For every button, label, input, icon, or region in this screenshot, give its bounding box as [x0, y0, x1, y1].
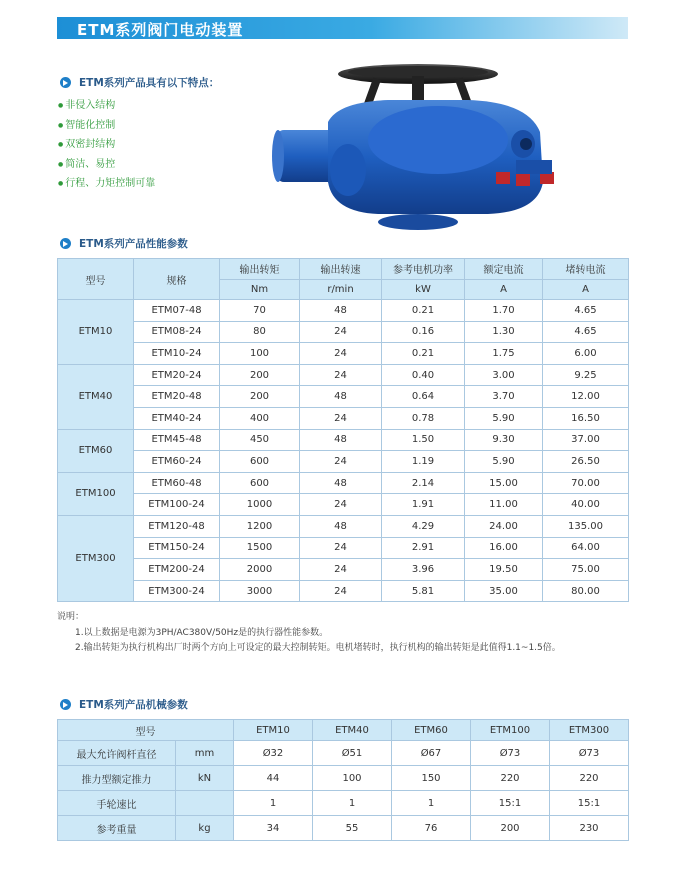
- unit-power: kW: [382, 279, 465, 300]
- value-cell: 12.00: [543, 386, 629, 408]
- value-cell: 48: [300, 300, 382, 322]
- row-label: 手轮速比: [58, 791, 176, 816]
- table-row: [58, 766, 629, 791]
- model-cell: ETM10: [58, 300, 134, 365]
- notes: [57, 610, 561, 657]
- value-cell: 4.29: [382, 515, 465, 537]
- mechanical-table: [57, 719, 629, 841]
- mechanical-heading: [60, 697, 188, 712]
- value-cell: 16.50: [543, 407, 629, 429]
- model-cell: ETM40: [58, 364, 134, 429]
- title-banner: [57, 17, 628, 39]
- col-header-model: 型号: [58, 259, 134, 300]
- value-cell: 400: [220, 407, 300, 429]
- value-cell: 24: [300, 321, 382, 343]
- unit-speed: r/min: [300, 279, 382, 300]
- features-list: [58, 96, 155, 194]
- electric-actuator-image: [268, 62, 588, 234]
- value-cell: 80: [220, 321, 300, 343]
- value-cell: 48: [300, 472, 382, 494]
- value-cell: Ø67: [392, 741, 471, 766]
- value-cell: 0.64: [382, 386, 465, 408]
- value-cell: 48: [300, 386, 382, 408]
- value-cell: 24: [300, 407, 382, 429]
- value-cell: 3000: [220, 580, 300, 602]
- table-row: [58, 537, 629, 559]
- table-header-row: [58, 259, 629, 280]
- value-cell: 1000: [220, 494, 300, 516]
- value-cell: 135.00: [543, 515, 629, 537]
- value-cell: 1.30: [465, 321, 543, 343]
- value-cell: 0.16: [382, 321, 465, 343]
- table-row: [58, 494, 629, 516]
- spec-cell: ETM60-48: [134, 472, 220, 494]
- spec-cell: ETM07-48: [134, 300, 220, 322]
- value-cell: 220: [550, 766, 629, 791]
- col-header-spec: 规格: [134, 259, 220, 300]
- spec-cell: ETM150-24: [134, 537, 220, 559]
- mechanical-title: ETM系列产品机械参数: [79, 699, 188, 711]
- value-cell: 0.21: [382, 343, 465, 365]
- unit-current: A: [465, 279, 543, 300]
- model-cell: ETM300: [58, 515, 134, 601]
- col-header-etm60: ETM60: [392, 720, 471, 741]
- value-cell: 24: [300, 537, 382, 559]
- unit-cell: kN: [176, 766, 234, 791]
- value-cell: 40.00: [543, 494, 629, 516]
- value-cell: Ø32: [234, 741, 313, 766]
- value-cell: 100: [313, 766, 392, 791]
- value-cell: 2.14: [382, 472, 465, 494]
- table-row: [58, 321, 629, 343]
- value-cell: 76: [392, 816, 471, 841]
- value-cell: 6.00: [543, 343, 629, 365]
- value-cell: 1200: [220, 515, 300, 537]
- value-cell: 34: [234, 816, 313, 841]
- unit-torque: Nm: [220, 279, 300, 300]
- value-cell: 24: [300, 451, 382, 473]
- value-cell: 55: [313, 816, 392, 841]
- value-cell: 1: [313, 791, 392, 816]
- value-cell: 3.96: [382, 559, 465, 581]
- performance-heading: [60, 236, 188, 251]
- feature-item: ● 智能化控制: [58, 116, 155, 136]
- value-cell: 4.65: [543, 300, 629, 322]
- table-row: [58, 791, 629, 816]
- features-heading: [60, 75, 219, 90]
- value-cell: 450: [220, 429, 300, 451]
- value-cell: 24: [300, 494, 382, 516]
- value-cell: 19.50: [465, 559, 543, 581]
- value-cell: 26.50: [543, 451, 629, 473]
- value-cell: 11.00: [465, 494, 543, 516]
- value-cell: 200: [220, 386, 300, 408]
- value-cell: 24.00: [465, 515, 543, 537]
- bullet-arrow-icon: [60, 238, 71, 249]
- features-title: ETM系列产品具有以下特点：: [79, 77, 220, 89]
- feature-item: ● 非侵入结构: [58, 96, 155, 116]
- col-header-etm300: ETM300: [550, 720, 629, 741]
- spec-cell: ETM08-24: [134, 321, 220, 343]
- table-row: [58, 515, 629, 537]
- note-item: 1.以上数据是电源为3PH/AC380V/50Hz是的执行器性能参数。: [75, 627, 329, 638]
- table-header-row: [58, 720, 629, 741]
- value-cell: 0.40: [382, 364, 465, 386]
- value-cell: 15:1: [550, 791, 629, 816]
- spec-cell: ETM20-24: [134, 364, 220, 386]
- value-cell: 1.50: [382, 429, 465, 451]
- value-cell: Ø73: [471, 741, 550, 766]
- value-cell: 75.00: [543, 559, 629, 581]
- table-row: [58, 429, 629, 451]
- value-cell: 230: [550, 816, 629, 841]
- value-cell: 48: [300, 515, 382, 537]
- value-cell: 1: [234, 791, 313, 816]
- value-cell: 15.00: [465, 472, 543, 494]
- col-header-stall: 堵转电流: [543, 259, 629, 280]
- col-header-etm100: ETM100: [471, 720, 550, 741]
- value-cell: 1.70: [465, 300, 543, 322]
- value-cell: 200: [220, 364, 300, 386]
- value-cell: 150: [392, 766, 471, 791]
- table-row: [58, 816, 629, 841]
- performance-title: ETM系列产品性能参数: [79, 238, 188, 250]
- col-header-torque: 输出转矩: [220, 259, 300, 280]
- table-row: [58, 559, 629, 581]
- value-cell: 48: [300, 429, 382, 451]
- col-header-power: 参考电机功率: [382, 259, 465, 280]
- spec-cell: ETM10-24: [134, 343, 220, 365]
- table-row: [58, 386, 629, 408]
- col-header-speed: 输出转速: [300, 259, 382, 280]
- spec-cell: ETM120-48: [134, 515, 220, 537]
- notes-label: 说明：: [57, 612, 85, 622]
- spec-cell: ETM200-24: [134, 559, 220, 581]
- value-cell: 9.30: [465, 429, 543, 451]
- col-header-etm10: ETM10: [234, 720, 313, 741]
- value-cell: 64.00: [543, 537, 629, 559]
- value-cell: 600: [220, 472, 300, 494]
- value-cell: 600: [220, 451, 300, 473]
- value-cell: 3.70: [465, 386, 543, 408]
- value-cell: 0.21: [382, 300, 465, 322]
- value-cell: 2000: [220, 559, 300, 581]
- table-row: [58, 580, 629, 602]
- value-cell: 44: [234, 766, 313, 791]
- value-cell: 200: [471, 816, 550, 841]
- value-cell: 24: [300, 580, 382, 602]
- spec-cell: ETM20-48: [134, 386, 220, 408]
- value-cell: 35.00: [465, 580, 543, 602]
- spec-cell: ETM40-24: [134, 407, 220, 429]
- value-cell: 1.75: [465, 343, 543, 365]
- value-cell: 15:1: [471, 791, 550, 816]
- value-cell: 70: [220, 300, 300, 322]
- value-cell: 16.00: [465, 537, 543, 559]
- row-label: 推力型额定推力: [58, 766, 176, 791]
- value-cell: 5.90: [465, 407, 543, 429]
- table-row: [58, 741, 629, 766]
- value-cell: 4.65: [543, 321, 629, 343]
- table-row: [58, 343, 629, 365]
- row-label: 参考重量: [58, 816, 176, 841]
- row-label: 最大允许阀杆直径: [58, 741, 176, 766]
- model-cell: ETM60: [58, 429, 134, 472]
- value-cell: 5.81: [382, 580, 465, 602]
- value-cell: Ø73: [550, 741, 629, 766]
- value-cell: 0.78: [382, 407, 465, 429]
- table-row: [58, 472, 629, 494]
- table-row: [58, 364, 629, 386]
- value-cell: Ø51: [313, 741, 392, 766]
- unit-cell: mm: [176, 741, 234, 766]
- value-cell: 2.91: [382, 537, 465, 559]
- value-cell: 24: [300, 343, 382, 365]
- value-cell: 9.25: [543, 364, 629, 386]
- unit-cell: [176, 791, 234, 816]
- value-cell: 1: [392, 791, 471, 816]
- value-cell: 5.90: [465, 451, 543, 473]
- spec-cell: ETM300-24: [134, 580, 220, 602]
- spec-cell: ETM100-24: [134, 494, 220, 516]
- value-cell: 37.00: [543, 429, 629, 451]
- bullet-arrow-icon: [60, 77, 71, 88]
- table-row: [58, 407, 629, 429]
- feature-item: ● 双密封结构: [58, 135, 155, 155]
- value-cell: 100: [220, 343, 300, 365]
- value-cell: 3.00: [465, 364, 543, 386]
- value-cell: 70.00: [543, 472, 629, 494]
- table-row: [58, 451, 629, 473]
- value-cell: 1500: [220, 537, 300, 559]
- value-cell: 24: [300, 559, 382, 581]
- col-header-etm40: ETM40: [313, 720, 392, 741]
- table-row: [58, 300, 629, 322]
- value-cell: 1.19: [382, 451, 465, 473]
- note-item: 2.输出转矩为执行机构出厂时两个方向上可设定的最大控制转矩。电机堵转时，执行机构的输出转矩是此值得1.1~1.5倍。: [75, 643, 561, 653]
- bullet-arrow-icon: [60, 699, 71, 710]
- col-header-current: 额定电流: [465, 259, 543, 280]
- feature-item: ● 简洁、易控: [58, 155, 155, 175]
- unit-stall: A: [543, 279, 629, 300]
- spec-cell: ETM60-24: [134, 451, 220, 473]
- value-cell: 1.91: [382, 494, 465, 516]
- model-cell: ETM100: [58, 472, 134, 515]
- page-title: ETM系列阀门电动装置: [77, 21, 244, 39]
- col-header-model: 型号: [58, 720, 234, 741]
- value-cell: 220: [471, 766, 550, 791]
- unit-cell: kg: [176, 816, 234, 841]
- value-cell: 24: [300, 364, 382, 386]
- performance-table: [57, 258, 629, 602]
- value-cell: 80.00: [543, 580, 629, 602]
- feature-item: ● 行程、力矩控制可靠: [58, 174, 155, 194]
- spec-cell: ETM45-48: [134, 429, 220, 451]
